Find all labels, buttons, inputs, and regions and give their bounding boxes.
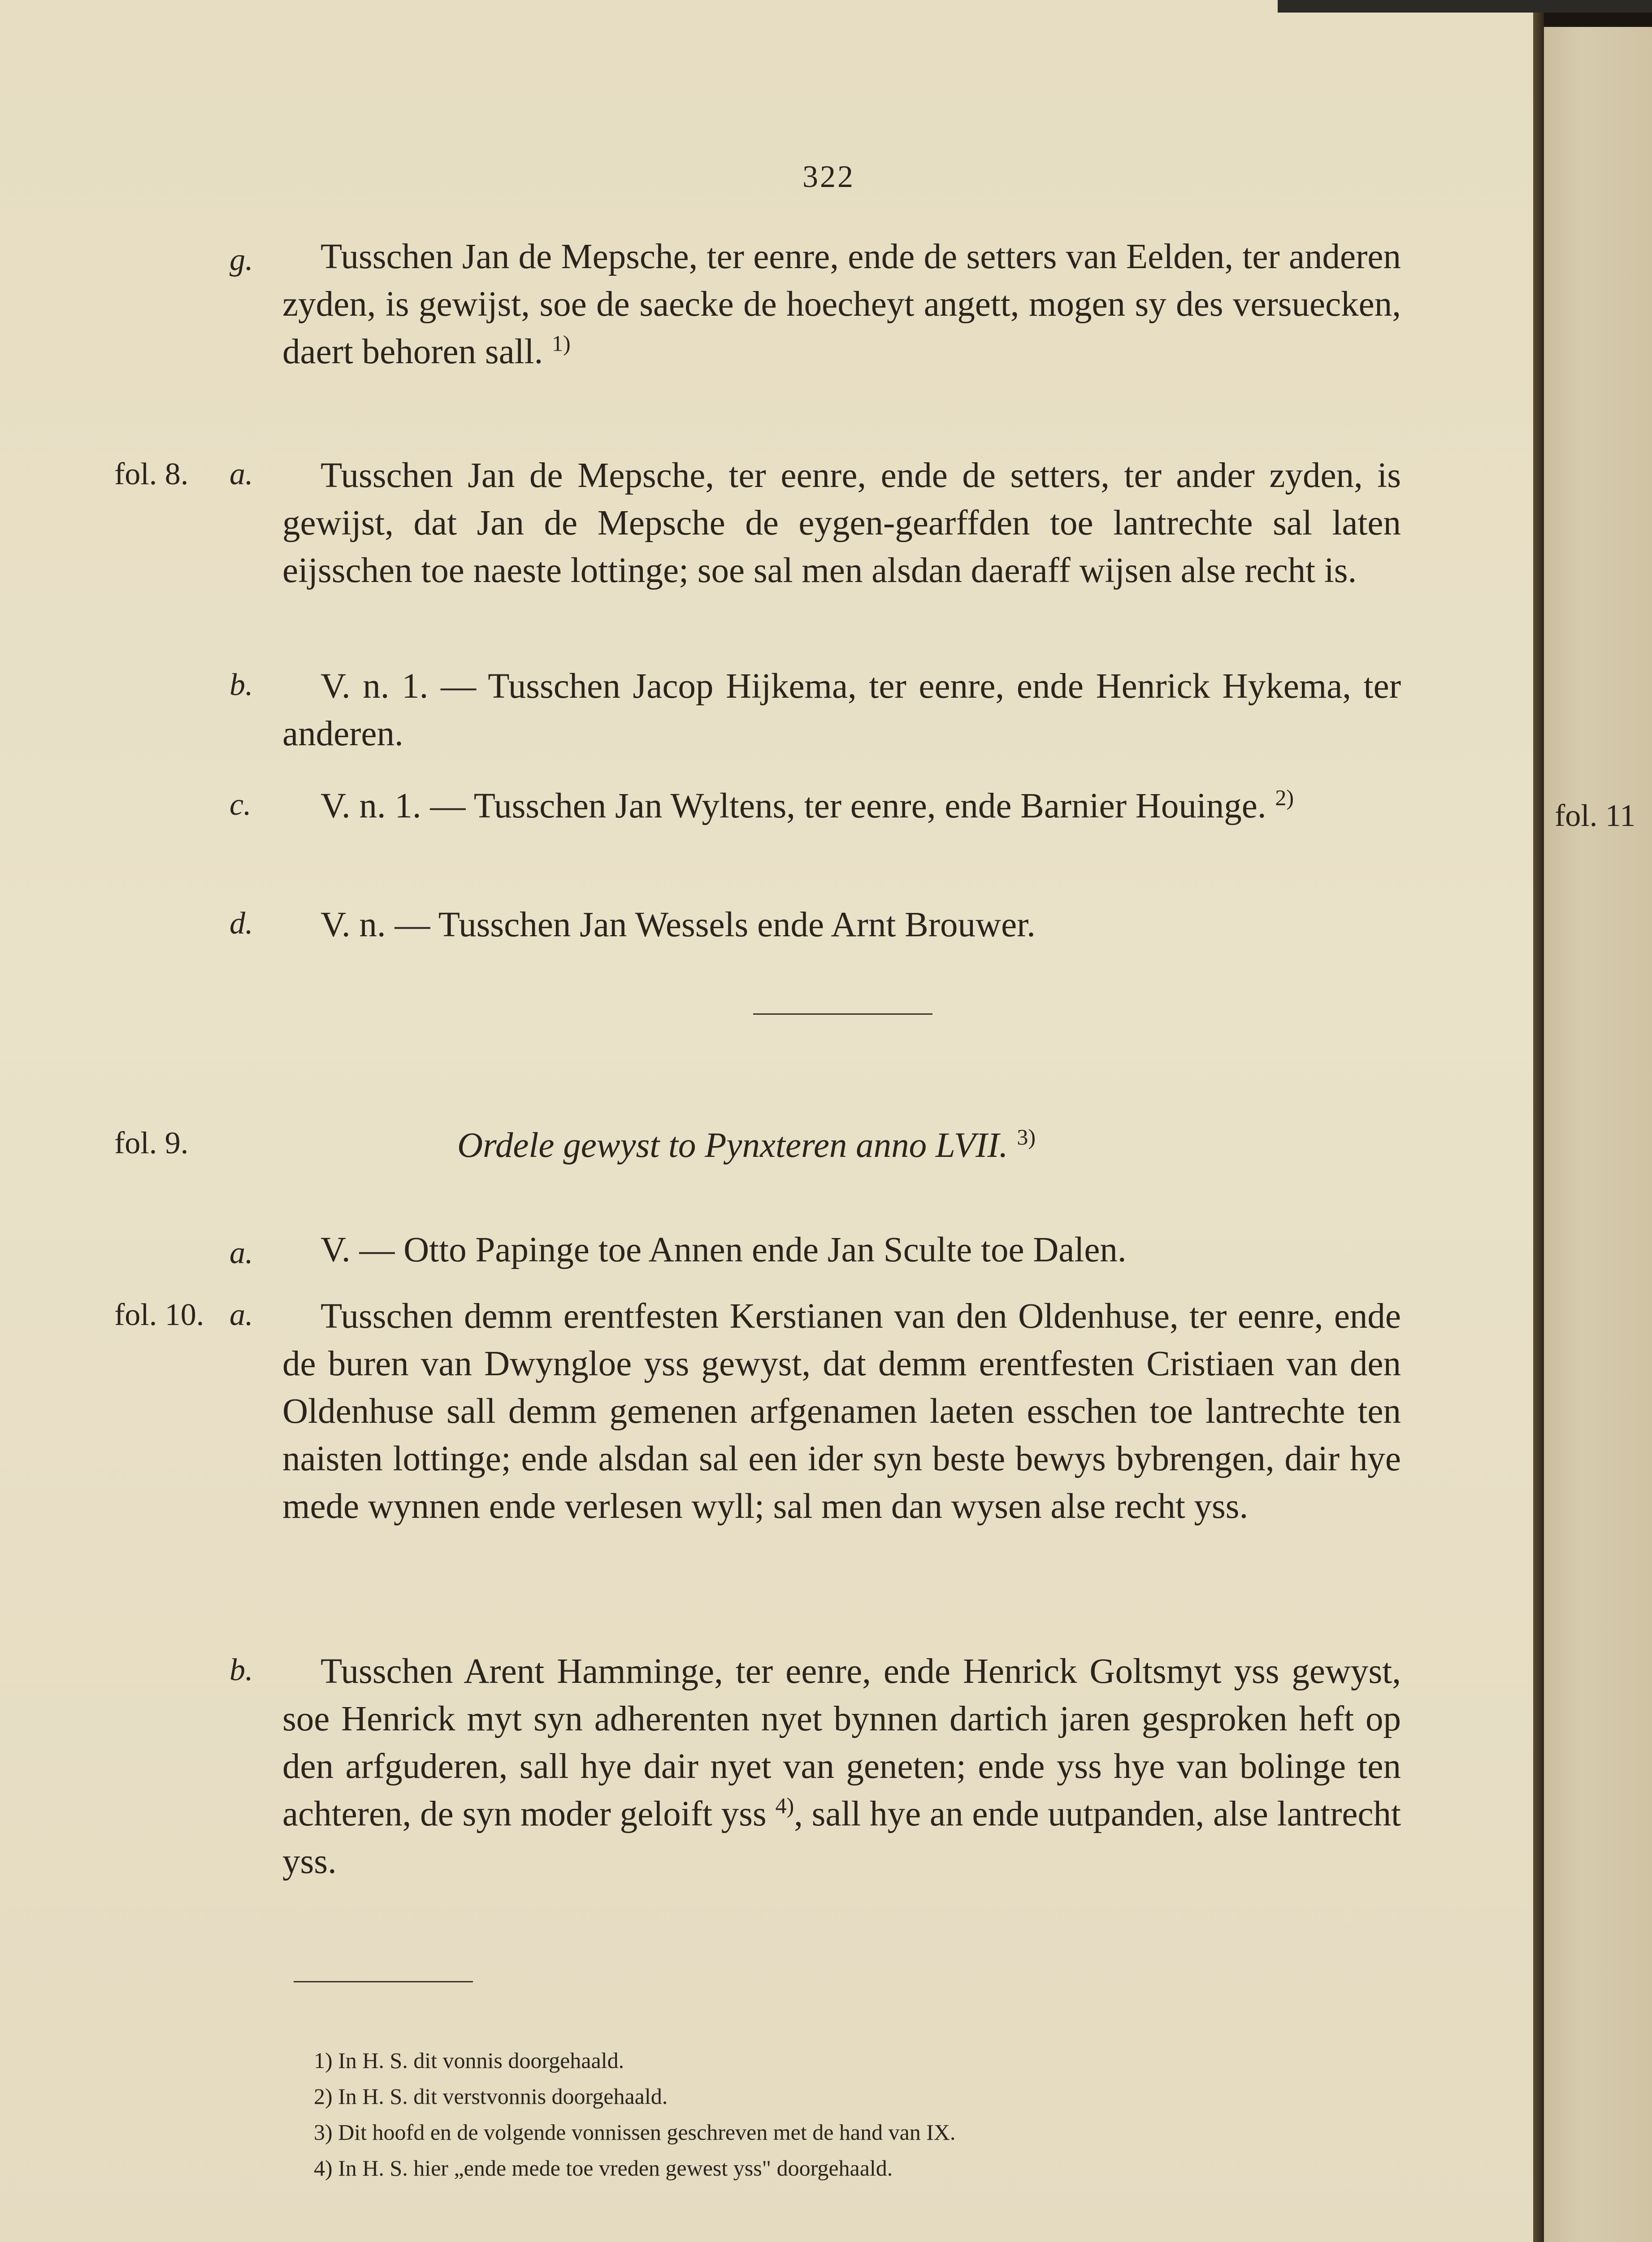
entry-text: V. n. — Tusschen Jan Wessels ende Arnt Brouwer.: [321, 905, 1036, 944]
entry-text: Tusschen Jan de Mepsche, ter eenre, ende de setters, ter ander zyden, is gewijst, dat Jan de Mepsche de eygen-gearffden toe lantrechte sal laten eijsschen toe naeste lottinge; soe sal men alsdan daeraff wijsen alse recht is.: [282, 456, 1401, 590]
entry-text: V. n. 1. — Tusschen Jacop Hijkema, ter eenre, ende Henrick Hykema, ter anderen.: [282, 667, 1401, 753]
footnote-3: 3) Dit hoofd en de volgende vonnissen geschreven met de hand van IX.: [314, 2120, 956, 2145]
footnote-divider: [294, 1981, 473, 1982]
entry-letter: b.: [230, 1653, 253, 1687]
footnote-ref: 1): [552, 330, 571, 356]
entry-letter: g.: [230, 243, 253, 277]
entry-letter: a.: [230, 1298, 253, 1332]
footnote-ref: 3): [1017, 1124, 1036, 1150]
entry-letter: a.: [230, 457, 253, 491]
entry-letter: c.: [230, 787, 251, 822]
footnote-2: 2) In H. S. dit verstvonnis doorgehaald.: [314, 2084, 668, 2109]
scan-edge-top: [1278, 0, 1652, 13]
footnote-ref: 2): [1275, 785, 1294, 810]
entry-text: V. — Otto Papinge toe Annen ende Jan Sculte toe Dalen.: [321, 1230, 1127, 1269]
folio-label: fol. 8.: [114, 457, 189, 491]
folio-label: fol. 9.: [114, 1126, 189, 1160]
section-heading: Ordele gewyst to Pynxteren anno LVII. $^{3)}$: [457, 1124, 1036, 1165]
section-divider: [753, 1013, 932, 1015]
footnote-4: 4) In H. S. hier „ende mede toe vreden gewest yss" doorgehaald.: [314, 2155, 893, 2181]
adjacent-folio-label: fol. 11: [1555, 799, 1636, 833]
adjacent-page-edge: [1533, 27, 1652, 2242]
entry-text: V. n. 1. — Tusschen Jan Wyltens, ter eenre, ende Barnier Houinge. $^{2)}$: [321, 785, 1294, 826]
book-gutter: [1533, 0, 1544, 2242]
page-number: 322: [802, 160, 855, 194]
entry-text: Tusschen Arent Hamminge, ter eenre, ende Henrick Goltsmyt yss gewyst, soe Henrick myt syn adherenten nyet bynnen dartich jaren gesproken heft op den arfguderen, sall hye dair nyet van geneten; ende yss hye van bolinge ten achteren, de syn moder geloift yss $^{4)}$, sall hye an ende uutpanden, alse lantrecht yss.: [282, 1652, 1401, 1881]
footnotes: [314, 2042, 1390, 2186]
entry-letter: b.: [230, 668, 253, 702]
entry-text: Tusschen demm erentfesten Kerstianen van den Oldenhuse, ter eenre, ende de buren van Dwyngloe yss gewyst, dat demm erentfesten Cristiaen van den Oldenhuse sall demm gemenen arfgenamen laeten esschen toe lantrechte ten naisten lottinge; ende alsdan sal een ider syn beste bewys bybrengen, dair hye mede wynnen ende verlesen wyll; sal men dan wysen alse recht yss.: [282, 1297, 1401, 1526]
footnote-ref: 4): [775, 1793, 794, 1818]
entry-letter: a.: [230, 1236, 253, 1270]
entry-text: Tusschen Jan de Mepsche, ter eenre, ende de setters van Eelden, ter anderen zyden, is gewijst, soe de saecke de hoecheyt angett, mogen sy des versuecken, daert behoren sall. $^{1)}$: [282, 237, 1401, 371]
folio-label: fol. 10.: [114, 1298, 204, 1332]
footnote-1: 1) In H. S. dit vonnis doorgehaald.: [314, 2048, 624, 2073]
entry-letter: d.: [230, 906, 253, 941]
